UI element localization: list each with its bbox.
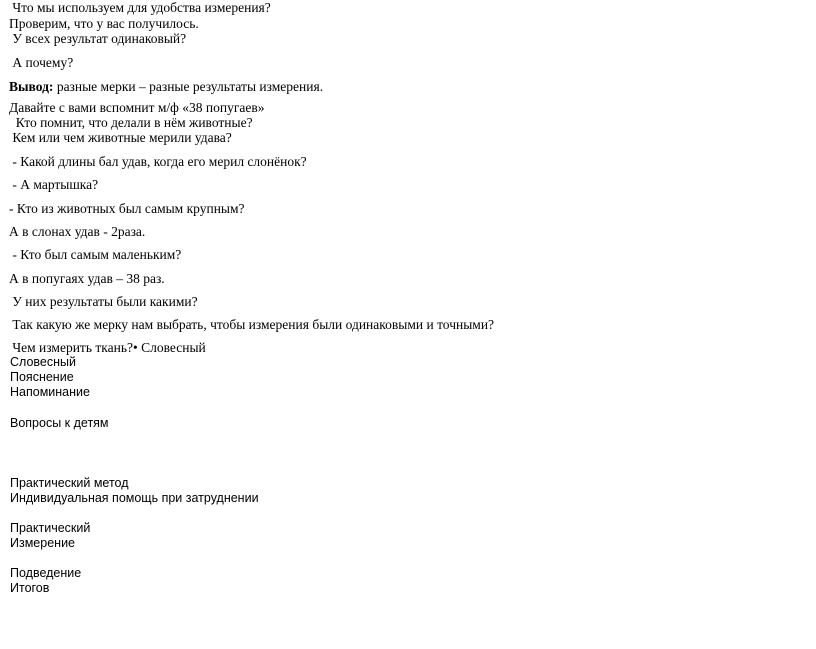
text-line: А почему? bbox=[9, 55, 74, 70]
method-item: Индивидуальная помощь при затруднении bbox=[10, 491, 259, 505]
text-line: Проверим, что у вас получилось. bbox=[9, 16, 199, 31]
text-line: - Кто из животных был самым крупным? bbox=[9, 201, 245, 216]
bullet-icon: • bbox=[133, 340, 138, 355]
method-item: Словесный bbox=[10, 355, 76, 369]
text-line: А в попугаях удав – 38 раз. bbox=[9, 271, 165, 286]
method-text: Словесный bbox=[137, 340, 206, 355]
method-item: Практический bbox=[10, 521, 91, 535]
method-item: Итогов bbox=[10, 581, 50, 595]
text-line: А в слонах удав - 2раза. bbox=[9, 224, 146, 239]
text-line: - Кто был самым маленьким? bbox=[9, 247, 182, 262]
method-item: Практический метод bbox=[10, 476, 129, 490]
method-item: Пояснение bbox=[10, 370, 74, 384]
method-item: Напоминание bbox=[10, 385, 90, 399]
conclusion-text: разные мерки – разные результаты измерения. bbox=[53, 79, 324, 94]
text-line: - А мартышка? bbox=[9, 177, 99, 192]
method-item: Измерение bbox=[10, 536, 76, 550]
text-line: - Какой длины бал удав, когда его мерил слонёнок? bbox=[9, 154, 307, 169]
conclusion-label: Вывод: bbox=[9, 79, 54, 94]
text-line: У всех результат одинаковый? bbox=[9, 31, 187, 46]
text-line: У них результаты были какими? bbox=[9, 294, 198, 309]
text-line: Кто помнит, что делали в нём животные? bbox=[9, 115, 253, 130]
text-line bbox=[9, 341, 206, 355]
question-text: Чем измерить ткань? bbox=[9, 340, 133, 355]
text-line: Что мы используем для удобства измерения? bbox=[9, 0, 271, 15]
method-item: Вопросы к детям bbox=[10, 416, 109, 430]
text-line: Давайте с вами вспомнит м/ф «38 попугаев» bbox=[9, 100, 265, 115]
text-line: Так какую же мерку нам выбрать, чтобы измерения были одинаковыми и точными? bbox=[9, 317, 495, 332]
conclusion-line bbox=[9, 80, 323, 94]
method-item: Подведение bbox=[10, 566, 82, 580]
text-line: Кем или чем животные мерили удава? bbox=[9, 130, 232, 145]
